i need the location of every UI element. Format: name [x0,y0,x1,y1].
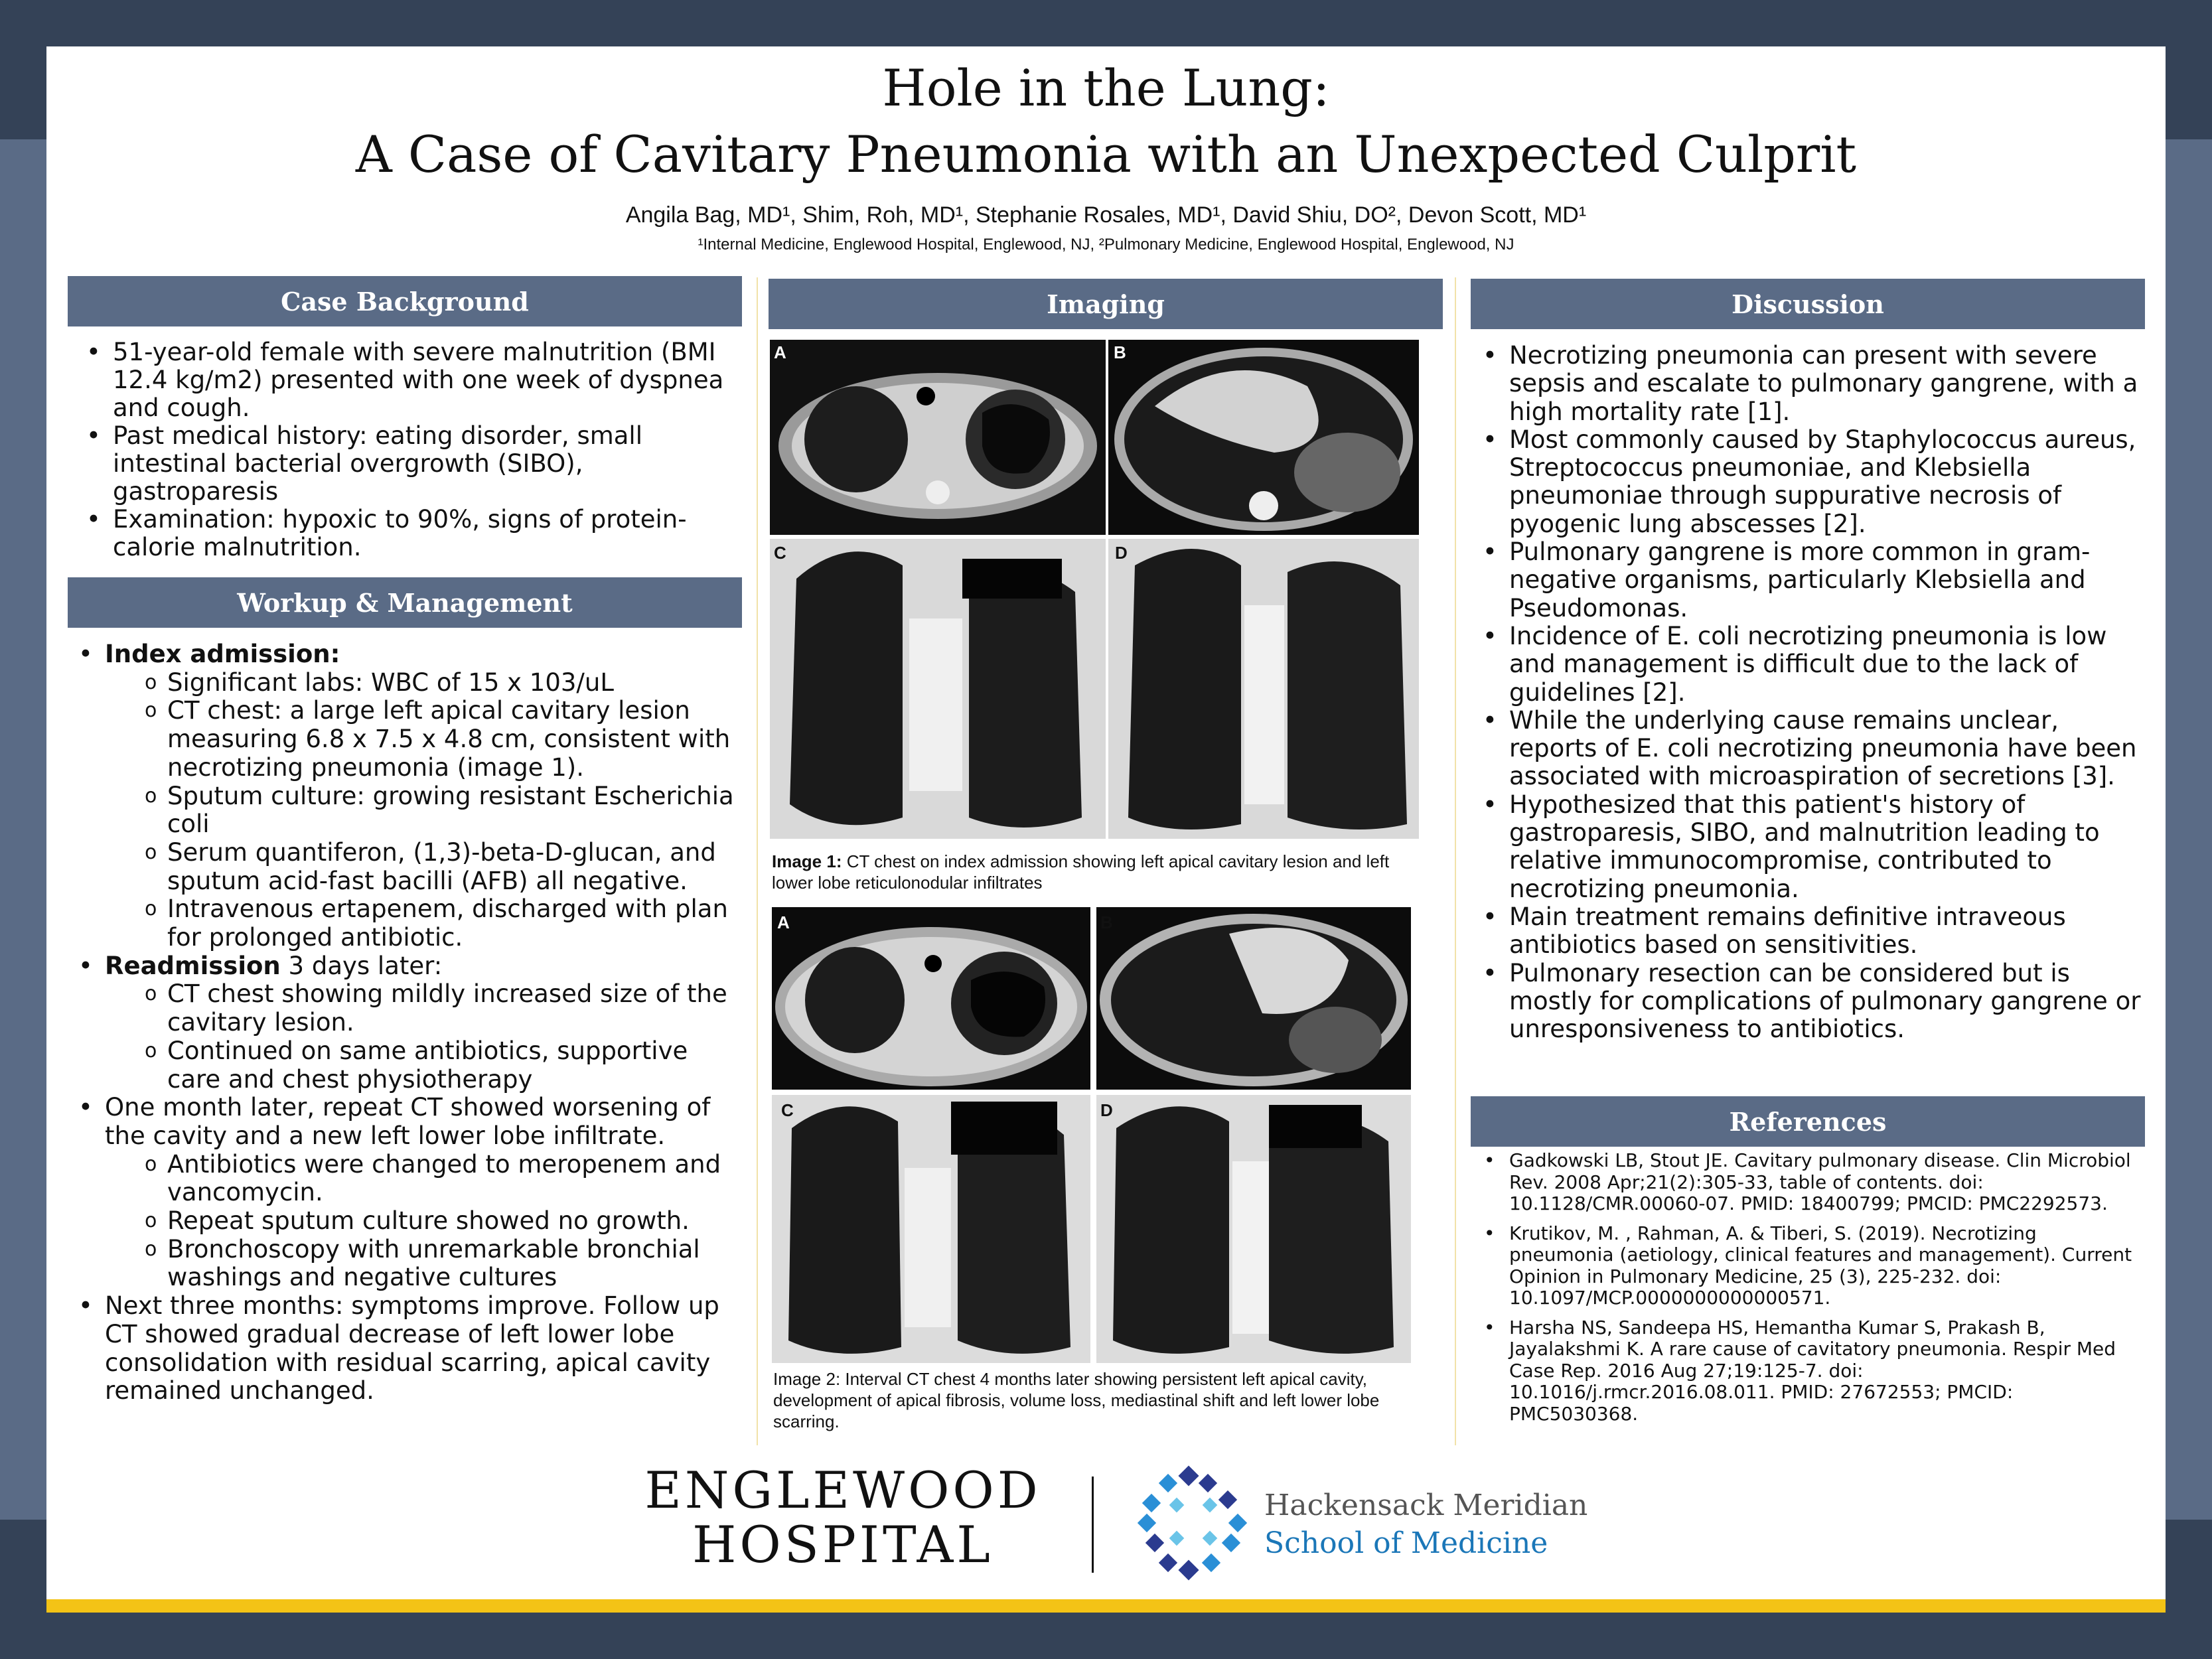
ct-image1-panel-a [770,340,1106,535]
list-item: • While the underlying cause remains unclear, reports of E. coli necrotizing pneumonia have been associated with microaspiration of secretions [3]. [1471,707,2141,791]
hackensack-meridian-name: Hackensack Meridian [1264,1488,1588,1522]
sub-item: o Intravenous ertapenem, discharged with plan for prolonged antibiotic. [130,895,743,952]
panel-label-c2: C [781,1100,794,1120]
readmission-items [130,980,743,1094]
sub-item: o Significant labs: WBC of 15 x 103/uL [130,669,743,697]
column-divider-right [1455,277,1456,1445]
readmission-text: 3 days later: [280,951,443,980]
poster-title-line2: A Case of Cavitary Pneumonia with an Unexpected Culprit [355,125,1857,184]
authors: Angila Bag, MD¹, Shim, Roh, MD¹, Stephanie Rosales, MD¹, David Shiu, DO², Devon Scott, MD¹ [625,202,1587,228]
list-item: • Pulmonary resection can be considered but is mostly for complications of pulmonary gangrene or unresponsiveness to antibiotics. [1471,960,2141,1044]
sub-item: o Sputum culture: growing resistant Escherichia coli [130,782,743,839]
gold-stripe [46,1599,2166,1613]
references-list [1471,1150,2134,1433]
sub-item: o Repeat sputum culture showed no growth. [130,1207,743,1236]
workup-list [66,640,743,1406]
list-item: • Necrotizing pneumonia can present with severe sepsis and escalate to pulmonary gangrene, with a high mortality rate [1]. [1471,342,2141,426]
ct-image2-panel-d [1096,1095,1411,1363]
list-item: • Examination: hypoxic to 90%, signs of protein-calorie malnutrition. [74,506,738,561]
list-item: • Main treatment remains definitive intraveous antibiotics based on sensitivities. [1471,903,2141,960]
readmission-label: Readmission [105,951,281,980]
reference-item: • Krutikov, M. , Rahman, A. & Tiberi, S. (2019). Necrotizing pneumonia (aetiology, clinical features and management). Current Opinion in Pulmonary Medicine, 25 (3), 225-232. doi: 10.1097/MCP.0000000000000571. [1471,1223,2134,1309]
list-item: • 51-year-old female with severe malnutrition (BMI 12.4 kg/m2) presented with one week of dyspnea and cough. [74,338,738,422]
header-imaging: Imaging [769,279,1443,329]
school-of-medicine-name: School of Medicine [1264,1526,1548,1560]
panel-label-a: A [774,342,786,362]
englewood-hospital-logo [624,1463,1062,1572]
header-discussion: Discussion [1471,279,2145,329]
image1-caption [772,851,1409,893]
list-item: • Past medical history: eating disorder, small intestinal bacterial overgrowth (SIBO), gastroparesis [74,422,738,506]
ct-image1-panel-c [770,539,1106,839]
panel-label-c: C [774,543,786,563]
index-admission-items [130,669,743,952]
month-later-text: One month later, repeat CT showed worsening of the cavity and a new left lower lobe infiltrate. [105,1093,711,1150]
header-case-background: Case Background [68,276,742,326]
list-item [66,1094,743,1292]
ct-image1-panel-b [1108,340,1419,535]
list-item: • Most commonly caused by Staphylococcus aureus, Streptococcus pneumoniae, and Klebsiella pneumoniae through suppurative necrosis of pyogenic lung abscesses [2]. [1471,426,2141,538]
header-workup: Workup & Management [68,577,742,628]
sub-item: o Bronchoscopy with unremarkable bronchial washings and negative cultures [130,1236,743,1292]
sub-item: o CT chest: a large left apical cavitary lesion measuring 6.8 x 7.5 x 4.8 cm, consistent with necrotizing pneumonia (image 1). [130,697,743,782]
list-item [66,952,743,1094]
discussion-list [1471,342,2141,1043]
panel-label-d: D [1115,543,1128,563]
list-item [66,640,743,952]
list-item: • Hypothesized that this patient's history of gastroparesis, SIBO, and malnutrition leading to relative immunocompromise, contributed to necrotizing pneumonia. [1471,791,2141,903]
reference-item: • Gadkowski LB, Stout JE. Cavitary pulmonary disease. Clin Microbiol Rev. 2008 Apr;21(2):305-33, table of contents. doi: 10.1128/CMR.00060-07. PMID: 18400799; PMCID: PMC2292573. [1471,1150,2134,1215]
list-item: • Next three months: symptoms improve. Follow up CT showed gradual decrease of left lower lobe consolidation with residual scarring, apical cavity remained unchanged. [66,1292,743,1406]
index-admission-label: Index admission: [105,640,340,668]
sub-item: o Serum quantiferon, (1,3)-beta-D-glucan, and sputum acid-fast bacilli (AFB) all negative. [130,839,743,895]
englewood-logo-line1: ENGLEWOOD [644,1461,1041,1520]
image1-caption-label: Image 1: [772,851,842,871]
englewood-logo-line2: HOSPITAL [692,1515,994,1574]
column-divider-left [757,277,758,1445]
panel-label-d2: D [1100,1100,1113,1120]
header-references: References [1471,1096,2145,1147]
sub-item: o Antibiotics were changed to meropenem and vancomycin. [130,1151,743,1207]
ct-image2-panel-b [1096,907,1411,1090]
sub-item: o CT chest showing mildly increased size of the cavitary lesion. [130,980,743,1037]
list-item: • Pulmonary gangrene is more common in gram-negative organisms, particularly Klebsiella and Pseudomonas. [1471,538,2141,622]
ct-image2-panel-a [772,907,1090,1090]
panel-label-a2: A [777,912,790,932]
case-background-list [74,338,738,561]
month-later-items [130,1151,743,1293]
ct-image2-panel-c [772,1095,1090,1363]
panel-label-b: B [1114,342,1126,362]
image1-caption-text: CT chest on index admission showing left apical cavitary lesion and left lower lobe reticulonodular infiltrates [772,851,1390,893]
hackensack-meridian-mark-icon [1135,1463,1254,1583]
sub-item: o Continued on same antibiotics, supportive care and chest physiotherapy [130,1037,743,1094]
poster-title-line1: Hole in the Lung: [882,58,1330,117]
list-item: • Incidence of E. coli necrotizing pneumonia is low and management is difficult due to the lack of guidelines [2]. [1471,622,2141,707]
affiliations: ¹Internal Medicine, Englewood Hospital, Englewood, NJ, ²Pulmonary Medicine, Englewood Hospital, Englewood, NJ [698,236,1514,253]
ct-image1-panel-d [1108,539,1419,839]
panel-label-b2: B [1100,912,1113,932]
logo-divider [1092,1477,1094,1573]
image2-caption: Image 2: Interval CT chest 4 months later showing persistent left apical cavity, development of apical fibrosis, volume loss, mediastinal shift and left lower lobe scarring. [773,1369,1380,1431]
reference-item: • Harsha NS, Sandeepa HS, Hemantha Kumar S, Prakash B, Jayalakshmi K. A rare cause of cavitatory pneumonia. Respir Med Case Rep. 2016 Aug 27;19:125-7. doi: 10.1016/j.rmcr.2016.08.011. PMID: 27672553; PMCID: PMC5030368. [1471,1317,2134,1425]
